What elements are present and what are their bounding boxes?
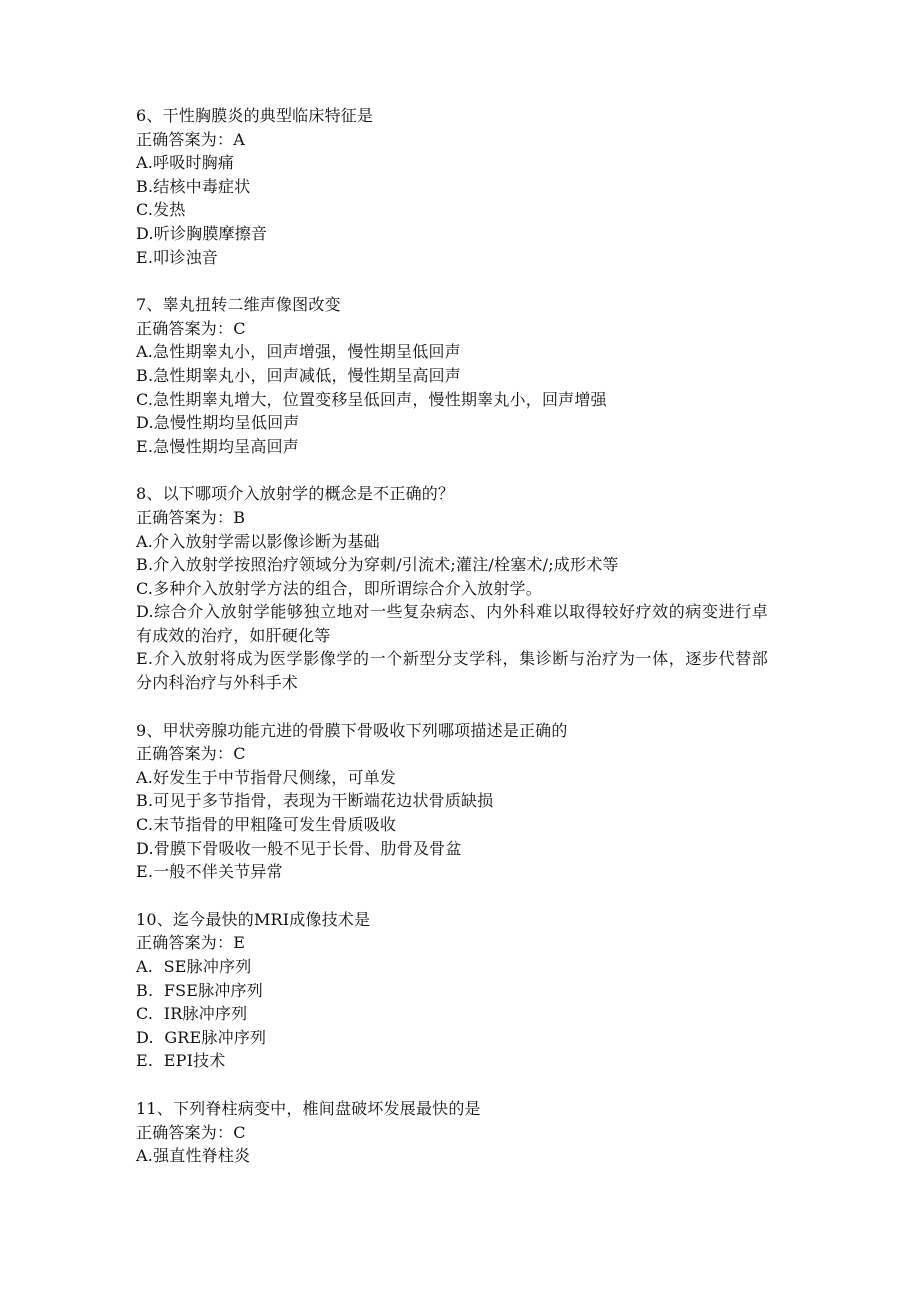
option-d: D.听诊胸膜摩擦音 [136, 223, 268, 243]
option-e: E.叩诊浊音 [136, 247, 218, 267]
option-a: A. SE脉冲序列 [136, 957, 252, 976]
question-title: 8、以下哪项介入放射学的概念是不正确的？ [136, 484, 455, 504]
option-c: C.发热 [136, 200, 186, 220]
option-a: A.急性期睾丸小，回声增强，慢性期呈低回声 [136, 342, 461, 362]
question-11 [136, 1097, 776, 1168]
option-c: C.急性期睾丸增大，位置变移呈低回声，慢性期睾丸小，回声增强 [136, 389, 607, 409]
option-c: C. IR脉冲序列 [136, 1004, 248, 1024]
question-title: 7、睾丸扭转二维声像图改变 [136, 295, 341, 315]
option-b: B. FSE脉冲序列 [136, 980, 263, 1000]
correct-answer: 正确答案为：B [136, 507, 246, 527]
option-a: A.介入放射学需以影像诊断为基础 [136, 531, 380, 551]
document-page [136, 104, 776, 1192]
correct-answer: 正确答案为：A [136, 129, 245, 149]
option-c: C.末节指骨的甲粗隆可发生骨质吸收 [136, 815, 397, 835]
option-d: D.综合介入放射学能够独立地对一些复杂病态、内外科难以取得较好疗效的病变进行卓有成效的治疗，如肝硬化等 [136, 602, 768, 645]
question-8 [136, 482, 776, 694]
option-d: D.急慢性期均呈低回声 [136, 413, 300, 433]
question-6 [136, 104, 776, 269]
question-9 [136, 719, 776, 884]
option-a: A.强直性脊柱炎 [136, 1146, 251, 1166]
correct-answer: 正确答案为：C [136, 1122, 246, 1142]
option-a: A.好发生于中节指骨尺侧缘，可单发 [136, 767, 397, 787]
option-d: D. GRE脉冲序列 [136, 1027, 267, 1047]
option-b: B.急性期睾丸小，回声减低，慢性期呈高回声 [136, 365, 462, 385]
correct-answer: 正确答案为：C [136, 744, 246, 764]
option-b: B.介入放射学按照治疗领域分为穿刺/引流术;灌注/栓塞术/;成形术等 [136, 555, 619, 575]
option-c: C.多种介入放射学方法的组合，即所谓综合介入放射学。 [136, 578, 542, 598]
question-7 [136, 293, 776, 458]
option-b: B.结核中毒症状 [136, 176, 251, 196]
correct-answer: 正确答案为：C [136, 318, 246, 338]
option-e: E.介入放射将成为医学影像学的一个新型分支学科，集诊断与治疗为一体，逐步代替部分内科治疗与外科手术 [136, 649, 768, 693]
question-title: 6、干性胸膜炎的典型临床特征是 [136, 106, 374, 125]
question-10 [136, 908, 776, 1073]
correct-answer: 正确答案为：E [136, 933, 246, 953]
option-b: B.可见于多节指骨，表现为干断端花边状骨质缺损 [136, 791, 494, 811]
option-e: E. EPI技术 [136, 1051, 226, 1071]
option-d: D.骨膜下骨吸收一般不见于长骨、肋骨及骨盆 [136, 838, 462, 858]
question-title: 10、迄今最快的MRI成像技术是 [136, 909, 371, 929]
question-title: 9、甲状旁腺功能亢进的骨膜下骨吸收下列哪项描述是正确的 [136, 720, 568, 740]
option-e: E.急慢性期均呈高回声 [136, 436, 299, 456]
option-e: E.一般不伴关节异常 [136, 862, 283, 882]
option-a: A.呼吸时胸痛 [136, 153, 235, 173]
question-title: 11、下列脊柱病变中，椎间盘破坏发展最快的是 [136, 1098, 481, 1118]
